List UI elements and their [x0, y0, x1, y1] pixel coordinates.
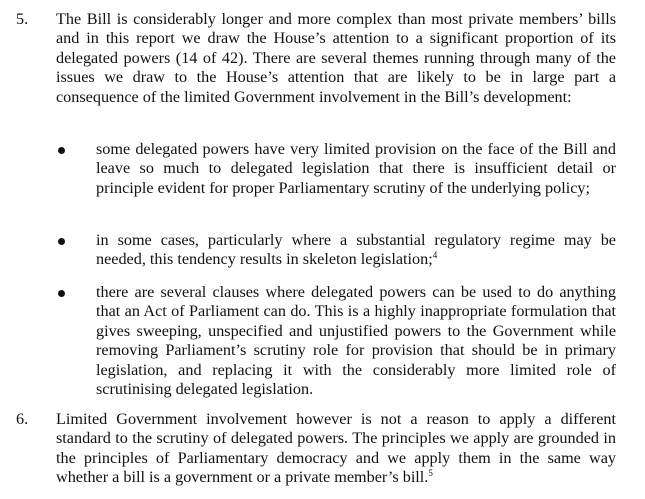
bullet-point-icon [58, 290, 65, 297]
footnote-marker-5[interactable]: 5 [428, 468, 433, 479]
paragraph-text-body: Limited Government involvement however is not a reason to apply a different standard to the scrutiny of delegated powers. The principles we apply are grounded in the principles of Parliamentary democracy and we apply them in the same way whether a bill is a government or a private member’s bill. [56, 410, 616, 487]
bullet-text-body: some delegated powers have very limited provision on the face of the Bill and leave so much to delegated legislation that there is insufficient detail or principle evident for proper Parliamentary scrutiny of the underlying policy; [96, 140, 616, 197]
paragraph-number: 6. [16, 410, 29, 428]
paragraph-text: The Bill is considerably longer and more complex than most private members’ bills and in this report we draw the House’s attention to a significant proportion of its delegated powers (14 of 42). There are several themes running through many of the issues we draw to the House’s attention that are likely to be in large part a consequence of the limited Government involvement in the Bill’s development: [56, 10, 616, 106]
bullet-text-body: in some cases, particularly where a substantial regulatory regime may be needed, this tendency results in skeleton legislation; [96, 231, 616, 269]
bullet-text-body: there are several clauses where delegated powers can be used to do anything that an Act of Parliament can do. This is a highly inappropriate formulation that gives sweeping, unspecified and unjustified powers to the Government while removing Parliament’s scrutiny role for provision that should be in primary legislation, and replacing it with the considerably more limited role of scrutinising delegated legislation. [96, 283, 616, 399]
paragraph-number: 5. [16, 10, 29, 28]
bullet-text [96, 283, 616, 399]
footnote-marker-4[interactable]: 4 [432, 250, 438, 261]
paragraph-text [56, 410, 616, 488]
bullet-point-icon [58, 147, 65, 154]
bullet-text [96, 140, 616, 198]
bullet-text [96, 231, 616, 270]
bullet-point-icon [58, 238, 65, 245]
